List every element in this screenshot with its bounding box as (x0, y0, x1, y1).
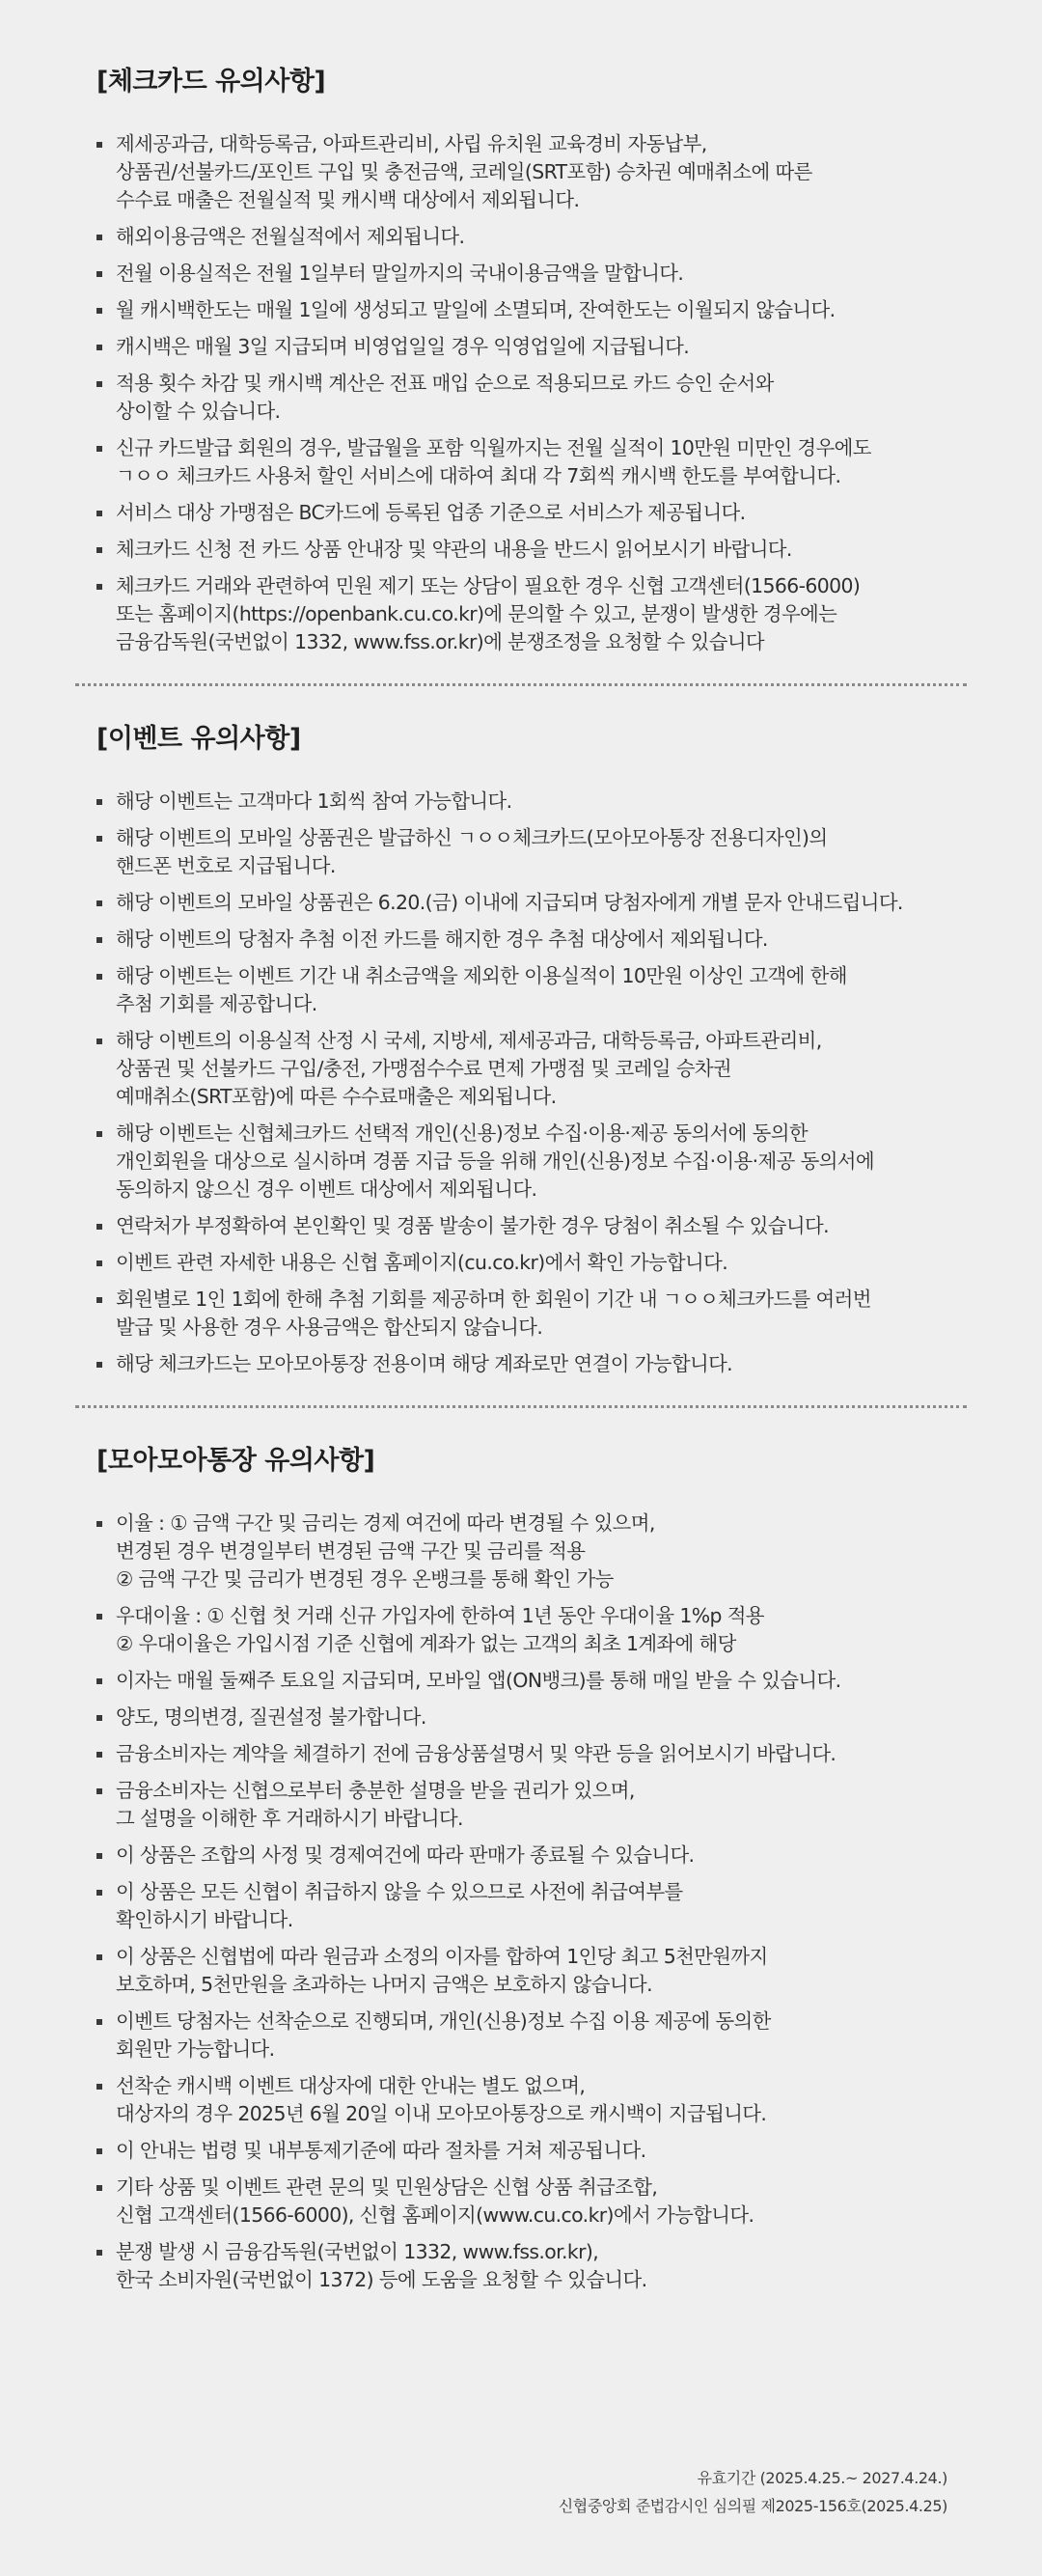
list-item: 분쟁 발생 시 금융감독원(국번없이 1332, www.fss.or.kr), 한국 소비자원(국번없이 1372) 등에 도움을 요청할 수 있습니다. (96, 2238, 967, 2294)
list-item: 금융소비자는 계약을 체결하기 전에 금융상품설명서 및 약관 등을 읽어보시기 바랍니다. (96, 1740, 967, 1768)
list-item: 이벤트 관련 자세한 내용은 신협 홈페이지(cu.co.kr)에서 확인 가능합니다. (96, 1249, 967, 1277)
list-item: 신규 카드발급 회원의 경우, 발급월을 포함 익월까지는 전월 실적이 10만원 미만인 경우에도 ㄱㅇㅇ 체크카드 사용처 할인 서비스에 대하여 최대 각 7회씩 캐시백 한도를 부여합니다. (96, 434, 967, 490)
list-item: 캐시백은 매월 3일 지급되며 비영업일일 경우 익영업일에 지급됩니다. (96, 333, 967, 361)
list-item: 제세공과금, 대학등록금, 아파트관리비, 사립 유치원 교육경비 자동납부, 상품권/선불카드/포인트 구입 및 충전금액, 코레일(SRT포함) 승차권 예매취소에 따른 수수료 매출은 전월실적 및 캐시백 대상에서 제외됩니다. (96, 130, 967, 214)
list-item: 체크카드 신청 전 카드 상품 안내장 및 약관의 내용을 반드시 읽어보시기 바랍니다. (96, 536, 967, 564)
event-notice-section (75, 717, 967, 1378)
list-item: 양도, 명의변경, 질권설정 불가합니다. (96, 1703, 967, 1731)
list-item: 전월 이용실적은 전월 1일부터 말일까지의 국내이용금액을 말합니다. (96, 260, 967, 288)
list-item: 금융소비자는 신협으로부터 충분한 설명을 받을 권리가 있으며, 그 설명을 이해한 후 거래하시기 바랍니다. (96, 1777, 967, 1833)
list-item: 기타 상품 및 이벤트 관련 문의 및 민원상담은 신협 상품 취급조합, 신협 고객센터(1566-6000), 신협 홈페이지(www.cu.co.kr)에서 가능합니다. (96, 2174, 967, 2230)
list-item: 해당 이벤트의 이용실적 산정 시 국세, 지방세, 제세공과금, 대학등록금, 아파트관리비, 상품권 및 선불카드 구입/충전, 가맹점수수료 면제 가맹점 및 코레일 승차권 예매취소(SRT포함)에 따른 수수료매출은 제외됩니다. (96, 1027, 967, 1111)
validity-period: 유효기간 (2025.4.25.~ 2027.4.24.) (697, 2469, 947, 2487)
list-item: 이율 : ① 금액 구간 및 금리는 경제 여건에 따라 변경될 수 있으며, 변경된 경우 변경일부터 변경된 금액 구간 및 금리를 적용 ② 금액 구간 및 금리가 변경된 경우 온뱅크를 통해 확인 가능 (96, 1510, 967, 1593)
list-item: 이 상품은 신협법에 따라 원금과 소정의 이자를 합하여 1인당 최고 5천만원까지 보호하며, 5천만원을 초과하는 나머지 금액은 보호하지 않습니다. (96, 1943, 967, 1999)
list-item: 회원별로 1인 1회에 한해 추첨 기회를 제공하며 한 회원이 기간 내 ㄱㅇㅇ체크카드를 여러번 발급 및 사용한 경우 사용금액은 합산되지 않습니다. (96, 1286, 967, 1342)
list-item: 이벤트 당첨자는 선착순으로 진행되며, 개인(신용)정보 수집 이용 제공에 동의한 회원만 가능합니다. (96, 2008, 967, 2064)
check-card-notice-section (75, 60, 967, 656)
dotted-divider (75, 1405, 967, 1408)
notice-list (75, 1510, 967, 2294)
moamoa-account-notice-section (75, 1439, 967, 2294)
list-item: 적용 횟수 차감 및 캐시백 계산은 전표 매입 순으로 적용되므로 카드 승인 순서와 상이할 수 있습니다. (96, 370, 967, 426)
dotted-divider (75, 683, 967, 686)
section-title: [모아모아통장 유의사항] (96, 1446, 375, 1476)
list-item: 우대이율 : ① 신협 첫 거래 신규 가입자에 한하여 1년 동안 우대이율 1%p 적용 ② 우대이율은 가입시점 기준 신협에 계좌가 없는 고객의 최초 1계좌에 해당 (96, 1602, 967, 1658)
compliance-approval: 신협중앙회 준법감시인 심의필 제2025-156호(2025.4.25) (558, 2497, 947, 2515)
list-item: 해당 이벤트는 고객마다 1회씩 참여 가능합니다. (96, 788, 967, 816)
list-item: 이자는 매월 둘째주 토요일 지급되며, 모바일 앱(ON뱅크)를 통해 매일 받을 수 있습니다. (96, 1667, 967, 1695)
notice-list (75, 788, 967, 1378)
list-item: 해당 체크카드는 모아모아통장 전용이며 해당 계좌로만 연결이 가능합니다. (96, 1350, 967, 1378)
list-item: 이 안내는 법령 및 내부통제기준에 따라 절차를 거쳐 제공됩니다. (96, 2137, 967, 2165)
section-title: [체크카드 유의사항] (96, 67, 326, 97)
list-item: 해당 이벤트의 모바일 상품권은 발급하신 ㄱㅇㅇ체크카드(모아모아통장 전용디자인)의 핸드폰 번호로 지급됩니다. (96, 824, 967, 880)
compliance-footer (559, 2464, 947, 2520)
list-item: 체크카드 거래와 관련하여 민원 제기 또는 상담이 필요한 경우 신협 고객센터(1566-6000) 또는 홈페이지(https://openbank.cu.co.kr)에 문의할 수 있고, 분쟁이 발생한 경우에는 금융감독원(국번없이 1332, www.fss.or.kr)에 분쟁조정을 요청할 수 있습니다 (96, 572, 967, 656)
section-title: [이벤트 유의사항] (96, 724, 301, 754)
list-item: 해당 이벤트의 모바일 상품권은 6.20.(금) 이내에 지급되며 당첨자에게 개별 문자 안내드립니다. (96, 889, 967, 917)
list-item: 해외이용금액은 전월실적에서 제외됩니다. (96, 223, 967, 251)
list-item: 연락처가 부정확하여 본인확인 및 경품 발송이 불가한 경우 당첨이 취소될 수 있습니다. (96, 1212, 967, 1240)
list-item: 선착순 캐시백 이벤트 대상자에 대한 안내는 별도 없으며, 대상자의 경우 2025년 6월 20일 이내 모아모아통장으로 캐시백이 지급됩니다. (96, 2072, 967, 2128)
list-item: 해당 이벤트의 당첨자 추첨 이전 카드를 해지한 경우 추첨 대상에서 제외됩니다. (96, 926, 967, 954)
list-item: 이 상품은 조합의 사정 및 경제여건에 따라 판매가 종료될 수 있습니다. (96, 1842, 967, 1870)
list-item: 이 상품은 모든 신협이 취급하지 않을 수 있으므로 사전에 취급여부를 확인하시기 바랍니다. (96, 1878, 967, 1934)
list-item: 월 캐시백한도는 매월 1일에 생성되고 말일에 소멸되며, 잔여한도는 이월되지 않습니다. (96, 296, 967, 324)
notice-list (75, 130, 967, 656)
list-item: 해당 이벤트는 신협체크카드 선택적 개인(신용)정보 수집·이용·제공 동의서에 동의한 개인회원을 대상으로 실시하며 경품 지급 등을 위해 개인(신용)정보 수집·이용·제공 동의서에 동의하지 않으신 경우 이벤트 대상에서 제외됩니다. (96, 1120, 967, 1204)
list-item: 서비스 대상 가맹점은 BC카드에 등록된 업종 기준으로 서비스가 제공됩니다. (96, 499, 967, 527)
list-item: 해당 이벤트는 이벤트 기간 내 취소금액을 제외한 이용실적이 10만원 이상인 고객에 한해 추첨 기회를 제공합니다. (96, 962, 967, 1018)
